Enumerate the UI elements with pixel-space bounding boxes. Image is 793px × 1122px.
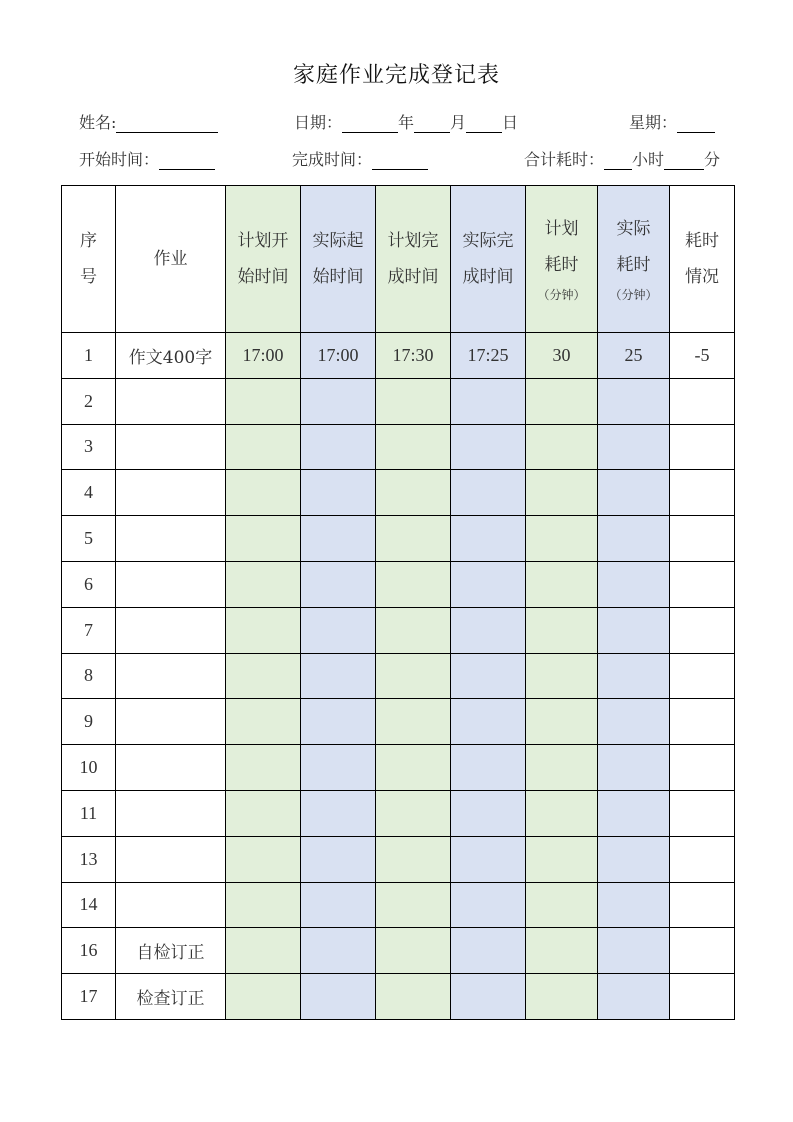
cell-actual-dur[interactable] [598,561,670,607]
cell-actual-start[interactable] [301,699,376,745]
cell-task[interactable] [116,470,226,516]
cell-task[interactable] [116,561,226,607]
cell-diff[interactable] [670,836,735,882]
cell-plan-start[interactable] [226,561,301,607]
weekday-blank[interactable] [677,116,715,133]
hours-blank[interactable] [604,153,632,170]
table-row [62,333,735,379]
cell-diff[interactable] [670,470,735,516]
cell-actual-end[interactable] [451,699,526,745]
start-time-blank[interactable] [159,153,215,170]
header-plan-start: 计划开 始时间 [226,186,301,333]
cell-seq: 1 [62,333,116,379]
cell-actual-dur[interactable] [598,378,670,424]
date-field [294,110,518,133]
table-row [62,516,735,562]
cell-actual-dur[interactable]: 25 [598,333,670,379]
cell-plan-start[interactable] [226,699,301,745]
cell-actual-start[interactable] [301,470,376,516]
cell-actual-start[interactable] [301,790,376,836]
cell-plan-end[interactable] [376,561,451,607]
cell-plan-end[interactable] [376,745,451,791]
cell-diff[interactable] [670,974,735,1020]
cell-actual-dur[interactable] [598,607,670,653]
cell-plan-end[interactable]: 17:30 [376,333,451,379]
cell-diff[interactable] [670,424,735,470]
cell-actual-end[interactable] [451,745,526,791]
cell-seq: 16 [62,928,116,974]
cell-actual-end[interactable] [451,516,526,562]
total-time-label: 合计耗时： [524,150,605,169]
cell-plan-start[interactable] [226,607,301,653]
cell-plan-dur[interactable] [526,699,598,745]
cell-plan-end[interactable] [376,378,451,424]
name-label: 姓名: [79,113,117,132]
cell-diff[interactable]: -5 [670,333,735,379]
table-row [62,928,735,974]
cell-seq: 4 [62,470,116,516]
cell-seq: 14 [62,882,116,928]
table-row [62,974,735,1020]
cell-plan-start[interactable] [226,836,301,882]
cell-plan-end[interactable] [376,882,451,928]
cell-actual-end[interactable] [451,378,526,424]
cell-plan-dur[interactable] [526,882,598,928]
cell-task[interactable] [116,424,226,470]
cell-actual-dur[interactable] [598,516,670,562]
cell-actual-end[interactable] [451,790,526,836]
month-label: 月 [450,113,467,132]
table-row [62,836,735,882]
cell-actual-start[interactable] [301,561,376,607]
header-actual-start: 实际起 始时间 [301,186,376,333]
cell-plan-dur[interactable] [526,607,598,653]
cell-seq: 11 [62,790,116,836]
cell-seq: 13 [62,836,116,882]
cell-plan-end[interactable] [376,974,451,1020]
cell-task[interactable]: 作文400字 [116,333,226,379]
cell-seq: 8 [62,653,116,699]
date-label: 日期： [294,113,343,132]
cell-actual-end[interactable] [451,653,526,699]
cell-plan-dur[interactable] [526,470,598,516]
cell-task[interactable] [116,790,226,836]
cell-actual-start[interactable] [301,928,376,974]
cell-plan-start[interactable] [226,653,301,699]
cell-plan-end[interactable] [376,607,451,653]
cell-actual-start[interactable] [301,607,376,653]
cell-task[interactable]: 自检订正 [116,928,226,974]
cell-plan-end[interactable] [376,470,451,516]
cell-plan-dur[interactable] [526,653,598,699]
cell-diff[interactable] [670,882,735,928]
minutes-label: 分 [704,150,721,169]
cell-actual-dur[interactable] [598,699,670,745]
cell-plan-start[interactable] [226,424,301,470]
cell-seq: 3 [62,424,116,470]
cell-plan-dur[interactable] [526,424,598,470]
cell-diff[interactable] [670,790,735,836]
cell-actual-end[interactable]: 17:25 [451,333,526,379]
cell-seq: 5 [62,516,116,562]
cell-plan-dur[interactable]: 30 [526,333,598,379]
table-row [62,790,735,836]
cell-plan-start[interactable] [226,470,301,516]
day-label: 日 [502,113,519,132]
table-row [62,699,735,745]
cell-plan-start[interactable] [226,745,301,791]
cell-actual-end[interactable] [451,928,526,974]
cell-plan-end[interactable] [376,653,451,699]
year-blank[interactable] [342,116,398,133]
name-field [79,110,218,133]
cell-actual-start[interactable] [301,974,376,1020]
weekday-label: 星期： [629,113,678,132]
cell-plan-end[interactable] [376,699,451,745]
table-row [62,378,735,424]
cell-task[interactable]: 检查订正 [116,974,226,1020]
cell-plan-dur[interactable] [526,378,598,424]
cell-seq: 17 [62,974,116,1020]
cell-actual-start[interactable] [301,882,376,928]
cell-actual-dur[interactable] [598,882,670,928]
header-task: 作业 [116,186,226,333]
cell-seq: 9 [62,699,116,745]
cell-diff[interactable] [670,745,735,791]
cell-plan-end[interactable] [376,790,451,836]
cell-plan-dur[interactable] [526,974,598,1020]
weekday-field [629,110,715,133]
cell-actual-start[interactable] [301,378,376,424]
month-blank[interactable] [414,116,450,133]
cell-actual-end[interactable] [451,470,526,516]
cell-plan-end[interactable] [376,928,451,974]
start-time-label: 开始时间： [79,150,160,169]
cell-actual-end[interactable] [451,561,526,607]
cell-plan-start[interactable] [226,516,301,562]
cell-plan-start[interactable] [226,790,301,836]
table-row [62,882,735,928]
cell-plan-start[interactable] [226,882,301,928]
cell-plan-dur[interactable] [526,516,598,562]
cell-actual-end[interactable] [451,836,526,882]
cell-diff[interactable] [670,516,735,562]
cell-actual-start[interactable] [301,745,376,791]
day-blank[interactable] [466,116,502,133]
cell-task[interactable] [116,699,226,745]
cell-diff[interactable] [670,561,735,607]
cell-seq: 6 [62,561,116,607]
cell-actual-dur[interactable] [598,928,670,974]
cell-diff[interactable] [670,378,735,424]
cell-actual-dur[interactable] [598,836,670,882]
cell-task[interactable] [116,882,226,928]
cell-task[interactable] [116,653,226,699]
cell-task[interactable] [116,607,226,653]
cell-diff[interactable] [670,928,735,974]
cell-seq: 2 [62,378,116,424]
cell-actual-dur[interactable] [598,470,670,516]
cell-plan-end[interactable] [376,424,451,470]
cell-diff[interactable] [670,653,735,699]
cell-plan-dur[interactable] [526,836,598,882]
cell-diff[interactable] [670,607,735,653]
minutes-blank[interactable] [664,153,704,170]
cell-actual-end[interactable] [451,974,526,1020]
finish-time-field [292,147,428,170]
cell-plan-dur[interactable] [526,790,598,836]
header-actual-end: 实际完 成时间 [451,186,526,333]
table-row [62,745,735,791]
header-seq: 序 号 [62,186,116,333]
page-title: 家庭作业完成登记表 [292,63,500,88]
cell-plan-start[interactable] [226,974,301,1020]
table-row [62,424,735,470]
cell-actual-start[interactable]: 17:00 [301,333,376,379]
cell-actual-end[interactable] [451,607,526,653]
cell-plan-dur[interactable] [526,561,598,607]
header-actual-duration: 实际 耗时 （分钟） [598,186,670,333]
cell-plan-dur[interactable] [526,928,598,974]
cell-task[interactable] [116,836,226,882]
hours-label: 小时 [632,150,665,169]
cell-actual-start[interactable] [301,836,376,882]
cell-actual-start[interactable] [301,424,376,470]
table-row [62,607,735,653]
cell-plan-dur[interactable] [526,745,598,791]
table-row [62,561,735,607]
cell-diff[interactable] [670,699,735,745]
total-time-field [524,147,720,170]
cell-plan-start[interactable] [226,378,301,424]
cell-seq: 7 [62,607,116,653]
table-row [62,470,735,516]
cell-actual-end[interactable] [451,882,526,928]
cell-task[interactable] [116,516,226,562]
cell-seq: 10 [62,745,116,791]
cell-task[interactable] [116,378,226,424]
header-plan-end: 计划完 成时间 [376,186,451,333]
cell-actual-dur[interactable] [598,745,670,791]
cell-task[interactable] [116,745,226,791]
cell-actual-start[interactable] [301,653,376,699]
homework-table [61,185,735,1020]
cell-actual-dur[interactable] [598,790,670,836]
cell-plan-end[interactable] [376,836,451,882]
cell-plan-end[interactable] [376,516,451,562]
name-blank[interactable] [116,116,218,133]
cell-actual-start[interactable] [301,516,376,562]
cell-actual-dur[interactable] [598,653,670,699]
year-label: 年 [398,113,415,132]
header-diff: 耗时 情况 [670,186,735,333]
table-row [62,653,735,699]
cell-plan-start[interactable]: 17:00 [226,333,301,379]
header-row [62,186,735,333]
cell-actual-end[interactable] [451,424,526,470]
cell-actual-dur[interactable] [598,424,670,470]
start-time-field [79,147,215,170]
cell-actual-dur[interactable] [598,974,670,1020]
header-plan-duration: 计划 耗时 （分钟） [526,186,598,333]
finish-time-blank[interactable] [372,153,428,170]
cell-plan-start[interactable] [226,928,301,974]
finish-time-label: 完成时间： [292,150,373,169]
